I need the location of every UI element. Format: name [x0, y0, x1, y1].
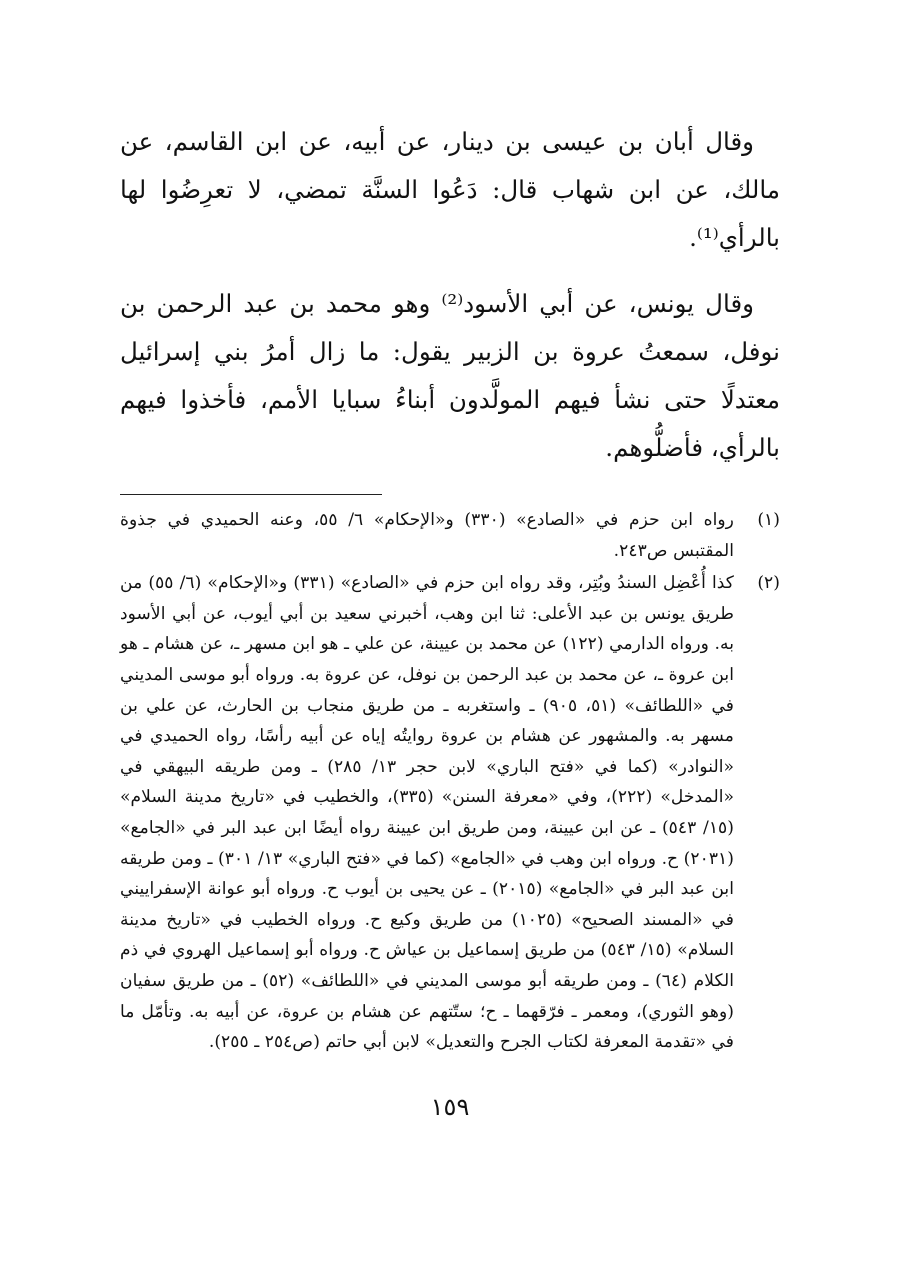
- main-text: [120, 118, 780, 472]
- footnote-separator: [120, 494, 382, 495]
- footnote-1: [120, 505, 780, 566]
- footnotes: [120, 505, 780, 1058]
- footnote-number: (٢): [757, 573, 780, 594]
- footnote-number: (١): [757, 510, 780, 530]
- page-content: [120, 118, 780, 1060]
- paragraph-2: وقال يونس، عن أبي الأسود⁽²⁾ وهو محمد بن عبد الرحمن بن نوفل، سمعتُ عروة بن الزبير يقول: ما زال أمرُ بني إسرائيل معتدلًا حتى نشأ فيهم المولَّدون أبناءُ سبايا الأمم، فأخذوا فيهم بالرأي، فأضلُّوهم.: [120, 289, 780, 462]
- footnote-text: كذا أُعْضِل السندُ وبُتِر، وقد رواه ابن حزم في «الصادع» (٣٣١) و«الإحكام» (٦/ ٥٥) من طريق يونس بن عبد الأعلى: ثنا ابن وهب، أخبرني سعيد بن أبي أيوب، عن أبي الأسود به. ورواه الدارمي (١٢٢) عن محمد بن عيينة، عن علي ـ هو ابن مسهر ـ، عن هشام ـ هو ابن عروة ـ، عن محمد بن عبد الرحمن بن نوفل، عن عروة به. ورواه أبو موسى المديني في «اللطائف» (٥١، ٩٠٥) ـ واستغربه ـ من طريق منجاب بن الحارث، عن علي بن مسهر به. والمشهور عن هشام بن عروة روايتُه إياه عن أبيه رأسًا، رواه الحميدي في «النوادر» (كما في «فتح الباري» لابن حجر ١٣/ ٢٨٥) ـ ومن طريقه البيهقي في «المدخل» (٢٢٢)، وفي «معرفة السنن» (٣٣٥)، والخطيب في «تاريخ مدينة السلام» (١٥/ ٥٤٣) ـ عن ابن عيينة، ومن طريق ابن عيينة رواه أيضًا ابن عبد البر في «الجامع» (٢٠٣١) ح. ورواه ابن وهب في «الجامع» (كما في «فتح الباري» ١٣/ ٣٠١) ـ ومن طريقه ابن عبد البر في «الجامع» (٢٠١٥) ـ عن يحيى بن أيوب ح. ورواه أبو عوانة الإسفراييني في «المسند الصحيح» (١٠٢٥) من طريق وكيع ح. ورواه الخطيب في «تاريخ مدينة السلام» (١٥/ ٥٤٣) من طريق إسماعيل بن عياش ح. ورواه أبو إسماعيل الهروي في ذم الكلام (٦٤) ـ ومن طريقه أبو موسى المديني في «اللطائف» (٥٢) ـ من طريق سفيان (وهو الثوري)، ومعمر ـ فرّقهما ـ ح؛ ستّتهم عن هشام بن عروة، عن أبيه به. وتأمّل ما في «تقدمة المعرفة لكتاب الجرح والتعديل» لابن أبي حاتم (ص٢٥٤ ـ ٢٥٥).: [120, 573, 735, 1053]
- footnote-2: [120, 568, 780, 1058]
- page-number: ١٥٩: [430, 1093, 470, 1121]
- footnote-text: رواه ابن حزم في «الصادع» (٣٣٠) و«الإحكام» ٦/ ٥٥، وعنه الحميدي في جذوة المقتبس ص٢٤٣.: [120, 510, 734, 561]
- paragraph-1: وقال أبان بن عيسى بن دينار، عن أبيه، عن ابن القاسم، عن مالك، عن ابن شهاب قال: دَعُوا السنَّة تمضي، لا تعرِضُوا لها بالرأي⁽¹⁾.: [120, 127, 780, 252]
